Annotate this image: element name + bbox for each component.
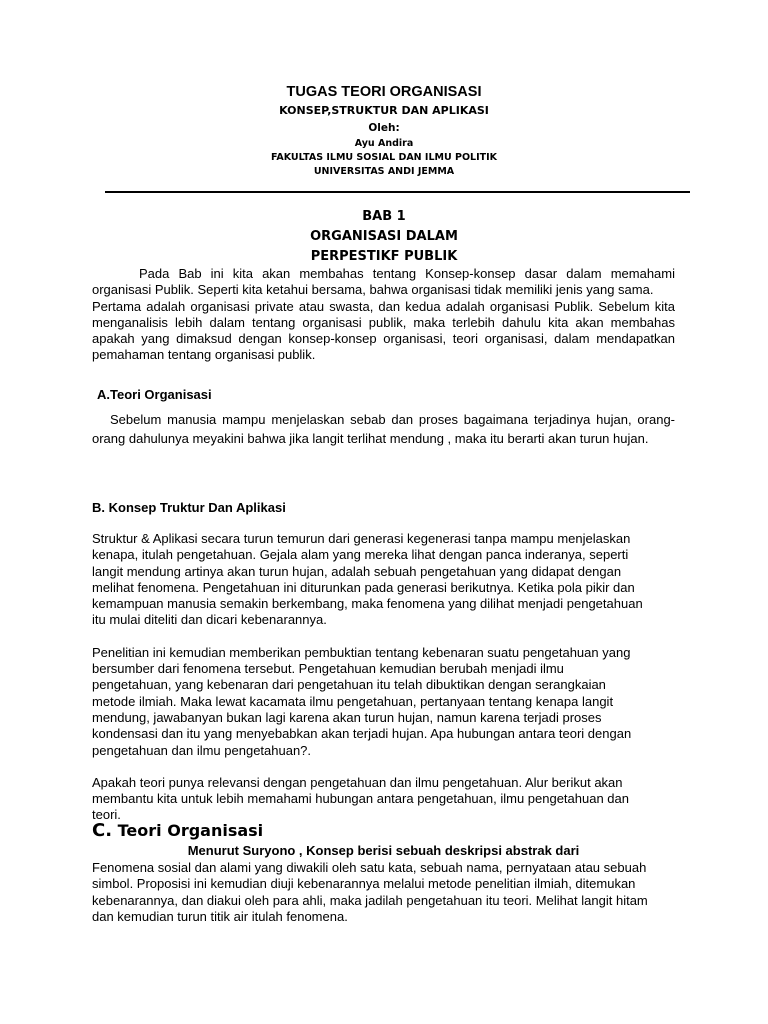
text-line: itu mulai diteliti dan dicari kebenarannya. xyxy=(92,612,327,628)
text-line: teori. xyxy=(92,807,121,823)
text-line: langit mendung artinya akan turun hujan, adalah sebuah pengetahuan yang didapat dengan xyxy=(92,563,622,579)
section-c-title: Teori Organisasi xyxy=(117,821,264,840)
text-line: simbol. Proposisi ini kemudian diuji kebenarannya melalui metode penelitian ilmiah, ditemukan xyxy=(92,876,636,892)
text-line: kenapa, itulah pengetahuan. Gejala alam yang mereka lihat dengan panca inderanya, seperti xyxy=(92,547,629,563)
header-divider xyxy=(105,191,690,193)
section-c-letter: C. xyxy=(92,820,113,841)
section-a-paragraph: Sebelum manusia mampu menjelaskan sebab dan proses bagaimana terjadinya hujan, orang- orang dahulunya meyakini bahwa jika langit terlihat mendung , maka itu berarti akan turun hujan. xyxy=(92,412,675,446)
chapter-title-line-1: ORGANISASI DALAM xyxy=(310,229,458,244)
document-title: TUGAS TEORI ORGANISASI xyxy=(286,84,482,100)
text-line: metode ilmiah. Maka lewat kacamata ilmu pengetahuan, pertanyaan tentang kenapa langit xyxy=(92,693,614,709)
text-line: dan kemudian turun titik air itulah fenomena. xyxy=(92,908,348,924)
section-c-paragraph xyxy=(92,860,675,925)
section-c-quote: Menurut Suryono , Konsep berisi sebuah deskripsi abstrak dari xyxy=(187,843,580,858)
section-b-heading: B. Konsep Truktur Dan Aplikasi xyxy=(92,500,286,515)
text-line: Struktur & Aplikasi secara turun temurun dari generasi kegenerasi tanpa mampu menjelaskan xyxy=(92,531,631,546)
text-line: Apakah teori punya relevansi dengan pengetahuan dan ilmu pengetahuan. Alur berikut akan xyxy=(92,774,623,790)
text-line: pengetahuan, yang kebenaran dari pengetahuan itu telah dibuktikan dengan serangkaian xyxy=(92,677,606,693)
section-b-paragraph-1 xyxy=(92,531,675,629)
chapter-number: BAB 1 xyxy=(362,209,406,224)
text-line: kemampuan manusia semakin berkembang, maka fenomena yang dilihat menjadi pengetahuan xyxy=(92,596,643,612)
chapter-title-line-2: PERPESTIKF PUBLIK xyxy=(310,249,458,264)
intro-paragraph-2: Pertama adalah organisasi private atau swasta, dan kedua adalah organisasi Publik. Sebelum kita menganalisis lebih dalam tentang organisasi publik, maka terlebih dahulu kita akan membahas apakah yang dimaksud dengan konsep-konsep organisasi, teori organisasi, dalam mendapatkan pemahaman tentang organisasi publik. xyxy=(92,298,675,363)
by-label: Oleh: xyxy=(368,122,400,134)
section-b-paragraph-2 xyxy=(92,645,675,759)
author-name: Ayu Andira xyxy=(354,138,414,149)
section-b-body xyxy=(92,531,675,840)
intro-section xyxy=(92,266,675,364)
faculty-name: FAKULTAS ILMU SOSIAL DAN ILMU POLITIK xyxy=(270,152,498,163)
text-line: pengetahuan dan ilmu pengetahuan?. xyxy=(92,742,312,758)
document-subtitle: KONSEP,STRUKTUR DAN APLIKASI xyxy=(279,104,489,117)
text-line: melihat fenomena. Pengetahuan ini diturunkan pada generasi berikutnya. Ketika pola pikir dan xyxy=(92,579,635,595)
university-name: UNIVERSITAS ANDI JEMMA xyxy=(313,166,455,177)
section-c-heading xyxy=(92,820,263,841)
section-a-heading: A.Teori Organisasi xyxy=(97,387,212,402)
text-line: Fenomena sosial dan alami yang diwakili oleh satu kata, sebuah nama, pernyataan atau sebuah xyxy=(92,860,647,875)
text-line: mendung, jawabanyan bukan lagi karena akan turun hujan, namun karena terjadi proses xyxy=(92,709,602,725)
text-line: kondensasi dan itu yang menyebabkan akan terjadi hujan. Apa hubungan antara teori dengan xyxy=(92,726,632,742)
text-line: Penelitian ini kemudian memberikan pembuktian tentang kebenaran suatu pengetahuan yang xyxy=(92,644,631,660)
text-line: bersumber dari fenomena tersebut. Pengetahuan kemudian berubah menjadi ilmu xyxy=(92,661,564,677)
intro-paragraph-1: Pada Bab ini kita akan membahas tentang Konsep-konsep dasar dalam memahami organisasi Publik. Seperti kita ketahui bersama, bahwa organisasi tidak memiliki jenis yang sama. xyxy=(92,266,675,298)
text-line: kebenarannya, dan diakui oleh para ahli, maka jadilah pengetahuan itu teori. Melihat langit hitam xyxy=(92,892,648,908)
section-b-paragraph-3 xyxy=(92,775,675,824)
text-line: membantu kita untuk lebih memahami hubungan antara pengetahuan, ilmu pengetahuan dan xyxy=(92,791,629,807)
